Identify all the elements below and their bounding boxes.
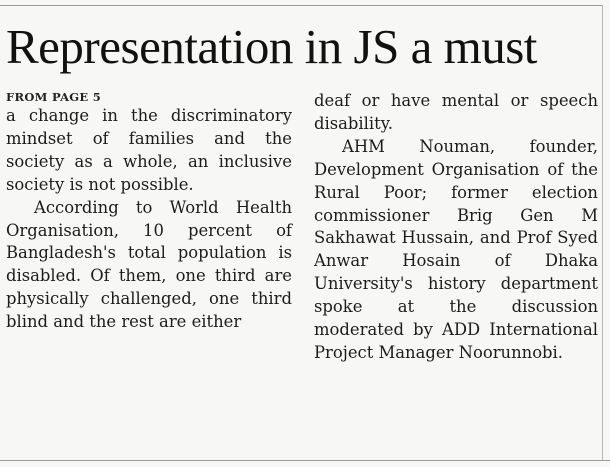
paragraph: According to World Health Organisation, 10 percent of Bangladesh's total population is disabled. Of them, one third are physically challenged, one third blind and the rest are either (6, 197, 292, 332)
paragraph: AHM Nouman, founder, Development Organisation of the Rural Poor; former election commissioner Brig Gen M Sakhawat Hussain, and Prof Syed Anwar Hosain of Dhaka University's history department spoke at the discussion moderated by ADD International Project Manager Noorunnobi. (314, 136, 598, 362)
bottom-rule (0, 460, 610, 461)
continuation-label: FROM PAGE 5 (6, 90, 102, 104)
paragraph: deaf or have mental or speech disability. (314, 91, 598, 133)
right-column (314, 90, 598, 365)
left-column (6, 90, 292, 334)
paragraph: a change in the discriminatory mindset of families and the society as a whole, an inclusive society is not possible. (6, 106, 292, 194)
top-rule (0, 5, 602, 6)
article-headline: Representation in JS a must (6, 19, 537, 74)
right-rule (602, 5, 603, 460)
